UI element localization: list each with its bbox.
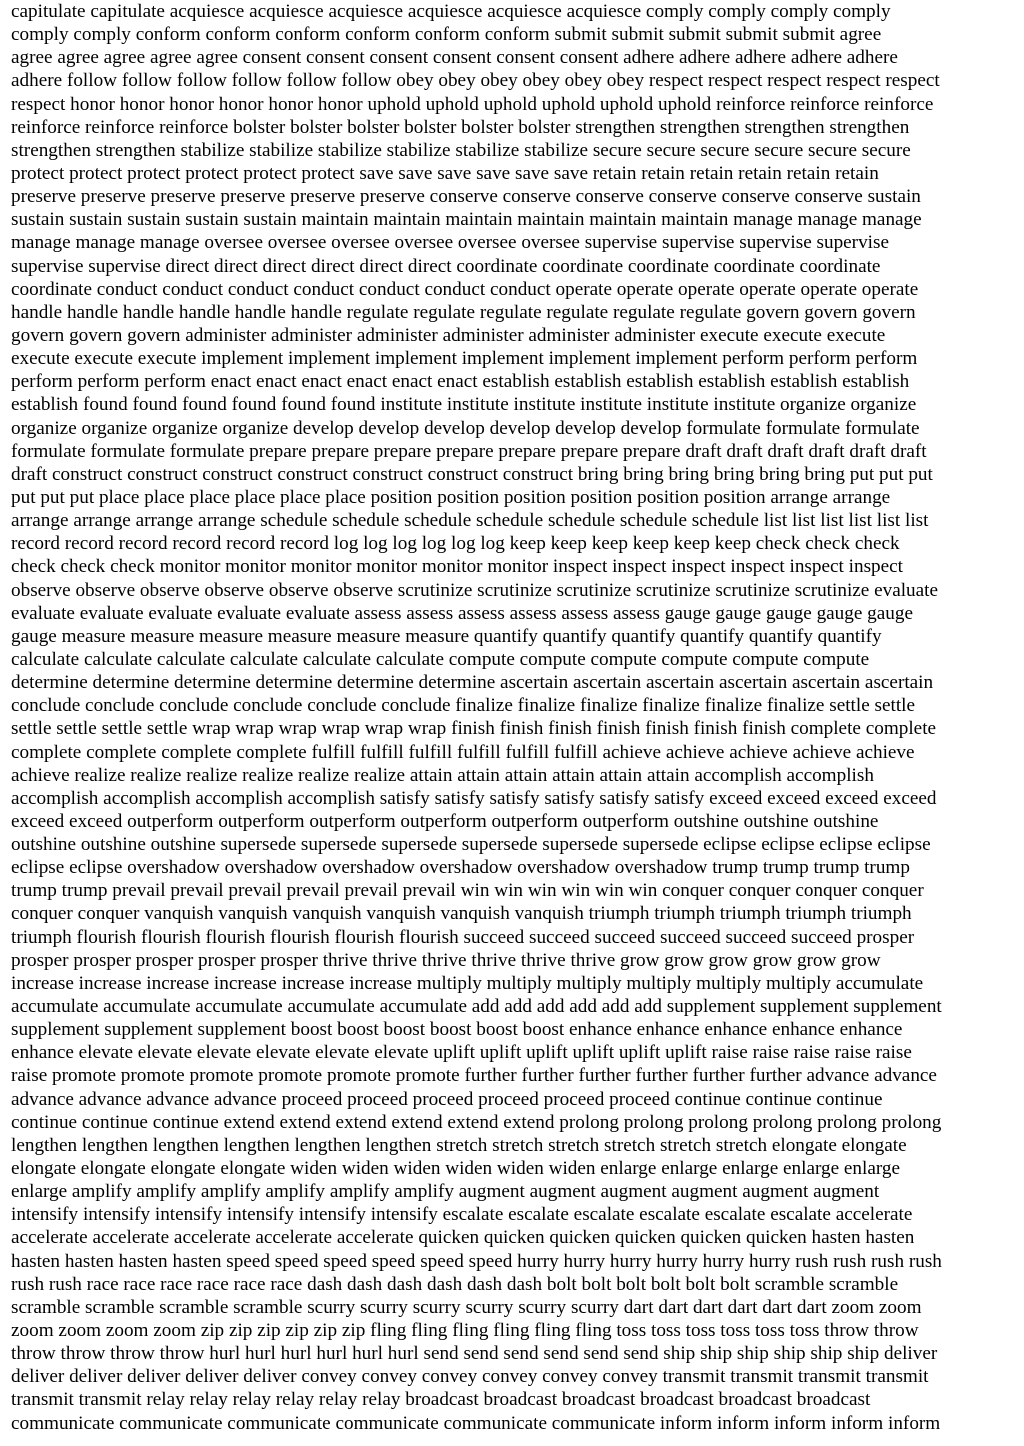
text-line: protect protect protect protect protect protect save save save save save save retain retain retain retain retain retain: [11, 162, 879, 184]
text-line: lengthen lengthen lengthen lengthen lengthen lengthen stretch stretch stretch stretch stretch stretch elongate elongate: [11, 1134, 907, 1156]
text-line: eclipse eclipse overshadow overshadow overshadow overshadow overshadow overshadow trump trump trump trump: [11, 857, 910, 879]
text-line: transmit transmit relay relay relay relay relay relay broadcast broadcast broadcast broadcast broadcast broadcast: [11, 1389, 871, 1411]
text-line: arrange arrange arrange arrange schedule schedule schedule schedule schedule schedule schedule list list list list list list: [11, 510, 929, 532]
text-line: establish found found found found found found institute institute institute institute institute institute organize organize: [11, 394, 917, 416]
text-line: strengthen strengthen stabilize stabilize stabilize stabilize stabilize stabilize secure secure secure secure secure secure: [11, 139, 911, 161]
text-line: elongate elongate elongate elongate widen widen widen widen widen widen enlarge enlarge enlarge enlarge enlarge: [11, 1158, 901, 1180]
text-line: manage manage manage oversee oversee oversee oversee oversee oversee supervise supervise supervise supervise: [11, 232, 889, 254]
text-line: record record record record record record log log log log log log keep keep keep keep keep keep check check check: [11, 533, 900, 555]
text-line: calculate calculate calculate calculate calculate calculate compute compute compute compute compute compute: [11, 648, 870, 670]
text-line: increase increase increase increase increase increase multiply multiply multiply multiply multiply multiply accumulate: [11, 972, 924, 994]
text-line: accelerate accelerate accelerate accelerate accelerate quicken quicken quicken quicken quicken quicken hasten hasten: [11, 1227, 915, 1249]
text-line: formulate formulate formulate prepare prepare prepare prepare prepare prepare prepare draft draft draft draft draft draft: [11, 440, 927, 462]
text-line: adhere follow follow follow follow follow follow obey obey obey obey obey obey respect respect respect respect respect: [11, 70, 940, 92]
text-line: agree agree agree agree agree consent consent consent consent consent consent adhere adhere adhere adhere adhere: [11, 47, 898, 69]
text-line: accumulate accumulate accumulate accumulate accumulate add add add add add add supplement supplement supplement: [11, 996, 942, 1018]
text-line: settle settle settle settle wrap wrap wrap wrap wrap wrap finish finish finish finish finish finish finish complete complete: [11, 718, 937, 740]
text-line: throw throw throw throw hurl hurl hurl hurl hurl hurl send send send send send send ship ship ship ship ship ship deliver: [11, 1343, 938, 1365]
text-line: triumph flourish flourish flourish flourish flourish flourish succeed succeed succeed succeed succeed succeed prosper: [11, 926, 915, 948]
text-line: outshine outshine outshine supersede supersede supersede supersede supersede supersede eclipse eclipse eclipse eclipse: [11, 834, 931, 856]
text-line: capitulate capitulate acquiesce acquiesce acquiesce acquiesce acquiesce acquiesce comply comply comply comply: [11, 1, 891, 22]
text-line: communicate communicate communicate communicate communicate communicate inform inform inform inform inform: [11, 1412, 941, 1434]
text-line: hasten hasten hasten hasten speed speed speed speed speed speed hurry hurry hurry hurry hurry hurry rush rush rush rush: [11, 1250, 942, 1272]
text-line: enhance elevate elevate elevate elevate elevate elevate uplift uplift uplift uplift uplift uplift raise raise raise raise raise: [11, 1042, 912, 1064]
text-line: rush rush race race race race race race dash dash dash dash dash dash bolt bolt bolt bolt bolt bolt scramble scramble: [11, 1273, 899, 1295]
text-line: supplement supplement supplement boost boost boost boost boost boost enhance enhance enhance enhance enhance: [11, 1019, 903, 1041]
text-line: preserve preserve preserve preserve preserve preserve conserve conserve conserve conserve conserve conserve sustain: [11, 186, 921, 208]
text-line: govern govern govern administer administer administer administer administer administer execute execute execute: [11, 324, 886, 346]
text-line: gauge measure measure measure measure measure measure quantify quantify quantify quantify quantify quantify: [11, 625, 882, 647]
text-line: handle handle handle handle handle handle regulate regulate regulate regulate regulate regulate govern govern govern: [11, 301, 916, 323]
text-line: prosper prosper prosper prosper prosper thrive thrive thrive thrive thrive thrive grow grow grow grow grow grow: [11, 949, 881, 971]
text-line: organize organize organize organize develop develop develop develop develop develop formulate formulate formulate: [11, 417, 920, 439]
text-line: evaluate evaluate evaluate evaluate evaluate assess assess assess assess assess assess gauge gauge gauge gauge gauge: [11, 602, 913, 624]
text-line: conquer conquer vanquish vanquish vanquish vanquish vanquish vanquish triumph triumph triumph triumph triumph: [11, 903, 912, 925]
text-line: check check check monitor monitor monitor monitor monitor monitor inspect inspect inspect inspect inspect inspect: [11, 556, 904, 578]
text-line: conclude conclude conclude conclude conclude conclude finalize finalize finalize finalize finalize finalize settle settle: [11, 695, 916, 717]
text-line: supervise supervise direct direct direct direct direct direct coordinate coordinate coordinate coordinate coordinate: [11, 255, 881, 277]
text-line: observe observe observe observe observe observe scrutinize scrutinize scrutinize scrutinize scrutinize scrutinize evaluate: [11, 579, 939, 601]
text-line: put put put place place place place place place position position position position position position arrange arrange: [11, 486, 891, 508]
text-line: continue continue continue extend extend extend extend extend extend prolong prolong prolong prolong prolong prolong: [11, 1111, 942, 1133]
text-line: complete complete complete complete fulfill fulfill fulfill fulfill fulfill fulfill achieve achieve achieve achieve achieve: [11, 741, 915, 763]
text-line: respect honor honor honor honor honor honor uphold uphold uphold uphold uphold uphold reinforce reinforce reinforce: [11, 93, 934, 115]
text-line: trump trump prevail prevail prevail prevail prevail prevail win win win win win win conquer conquer conquer conquer: [11, 880, 924, 902]
text-line: execute execute execute implement implement implement implement implement implement perform perform perform: [11, 348, 918, 370]
text-line: enlarge amplify amplify amplify amplify amplify amplify augment augment augment augment augment augment: [11, 1181, 880, 1203]
text-line: reinforce reinforce reinforce bolster bolster bolster bolster bolster bolster strengthen strengthen strengthen strengthen: [11, 116, 910, 138]
text-line: intensify intensify intensify intensify intensify intensify escalate escalate escalate escalate escalate escalate accelerate: [11, 1204, 913, 1226]
text-line: sustain sustain sustain sustain sustain maintain maintain maintain maintain maintain maintain manage manage manage: [11, 209, 922, 231]
text-line: comply comply conform conform conform conform conform conform submit submit submit submit submit agree: [11, 24, 882, 46]
text-line: accomplish accomplish accomplish accomplish satisfy satisfy satisfy satisfy satisfy satisfy exceed exceed exceed exceed: [11, 787, 937, 809]
text-line: zoom zoom zoom zoom zip zip zip zip zip zip fling fling fling fling fling fling toss toss toss toss toss toss throw throw: [11, 1320, 919, 1342]
text-line: scramble scramble scramble scramble scurry scurry scurry scurry scurry scurry dart dart dart dart dart dart zoom zoom: [11, 1296, 922, 1318]
text-line: achieve realize realize realize realize realize realize attain attain attain attain attain attain accomplish accomplish: [11, 764, 874, 786]
text-line: exceed exceed outperform outperform outperform outperform outperform outperform outshine outshine outshine: [11, 810, 879, 832]
text-line: determine determine determine determine determine determine ascertain ascertain ascertain ascertain ascertain ascertain: [11, 672, 934, 694]
text-line: raise promote promote promote promote promote promote further further further further further further advance advance: [11, 1065, 937, 1087]
text-line: advance advance advance advance proceed proceed proceed proceed proceed proceed continue continue continue: [11, 1088, 883, 1110]
text-line: coordinate conduct conduct conduct conduct conduct conduct conduct operate operate operate operate operate operate: [11, 278, 919, 300]
text-line: draft construct construct construct construct construct construct construct bring bring bring bring bring bring put put put: [11, 463, 933, 485]
text-line: perform perform perform enact enact enact enact enact enact establish establish establish establish establish establish: [11, 371, 910, 393]
text-line: deliver deliver deliver deliver deliver convey convey convey convey convey convey transmit transmit transmit transmit: [11, 1366, 929, 1388]
